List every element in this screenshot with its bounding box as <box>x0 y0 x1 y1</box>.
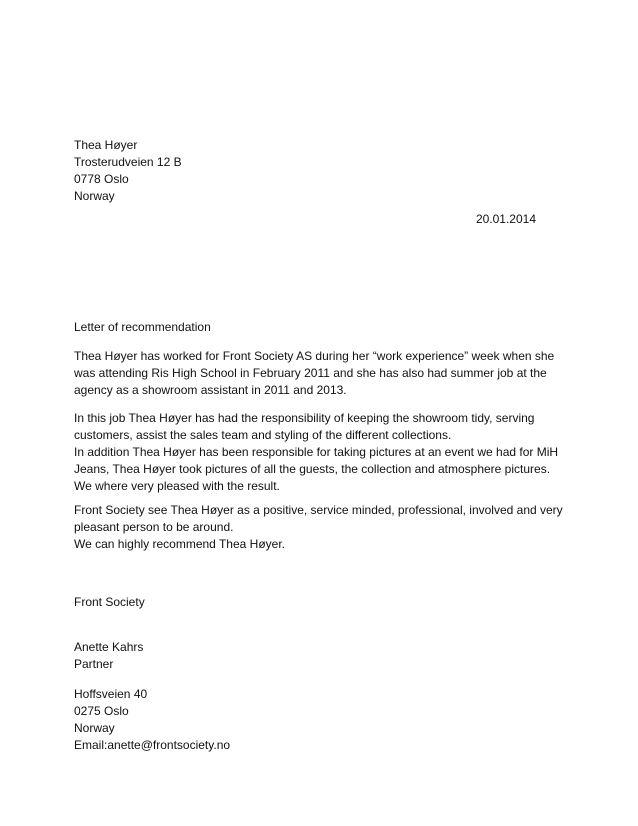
letter-date: 20.01.2014 <box>475 212 536 226</box>
sender-street: Trosterudveien 12 B <box>74 155 182 169</box>
paragraph-text: In this job Thea Høyer has had the responsibility of keeping the showroom tidy, serving customers, assist the sales team and styling of the different collections. <box>74 411 535 442</box>
company-email: Email:anette@frontsociety.no <box>74 738 231 752</box>
company-city: 0275 Oslo <box>74 704 129 718</box>
company-street: Hoffsveien 40 <box>74 687 148 701</box>
letter-subject: Letter of recommendation <box>74 320 211 334</box>
sender-city: 0778 Oslo <box>74 172 129 186</box>
body-paragraph-3 <box>74 502 566 553</box>
signoff-company: Front Society <box>74 595 145 609</box>
paragraph-text: We can highly recommend Thea Høyer. <box>74 537 285 551</box>
signer-name: Anette Kahrs <box>74 640 144 654</box>
sender-name: Thea Høyer <box>74 138 138 152</box>
paragraph-text: Thea Høyer has worked for Front Society AS during her “work experience” week when she was attending Ris High School in February 2011 and she has also had summer job at the agency as a showroom assistant in 2011 and 2013. <box>74 349 555 397</box>
body-paragraph-2 <box>74 410 566 495</box>
company-address <box>74 686 564 754</box>
paragraph-text: Front Society see Thea Høyer as a positive, service minded, professional, involved and very pleasant person to be around. <box>74 503 563 534</box>
body-paragraph-1 <box>74 348 566 399</box>
paragraph-text: In addition Thea Høyer has been responsible for taking pictures at an event we had for MiH Jeans, Thea Høyer took pictures of all the guests, the collection and atmosphere pictures. We where very pleased with the result. <box>74 445 559 493</box>
company-country: Norway <box>74 721 115 735</box>
signer-block <box>74 639 564 673</box>
sender-address <box>74 137 564 205</box>
sender-country: Norway <box>74 189 115 203</box>
signer-title: Partner <box>74 657 114 671</box>
